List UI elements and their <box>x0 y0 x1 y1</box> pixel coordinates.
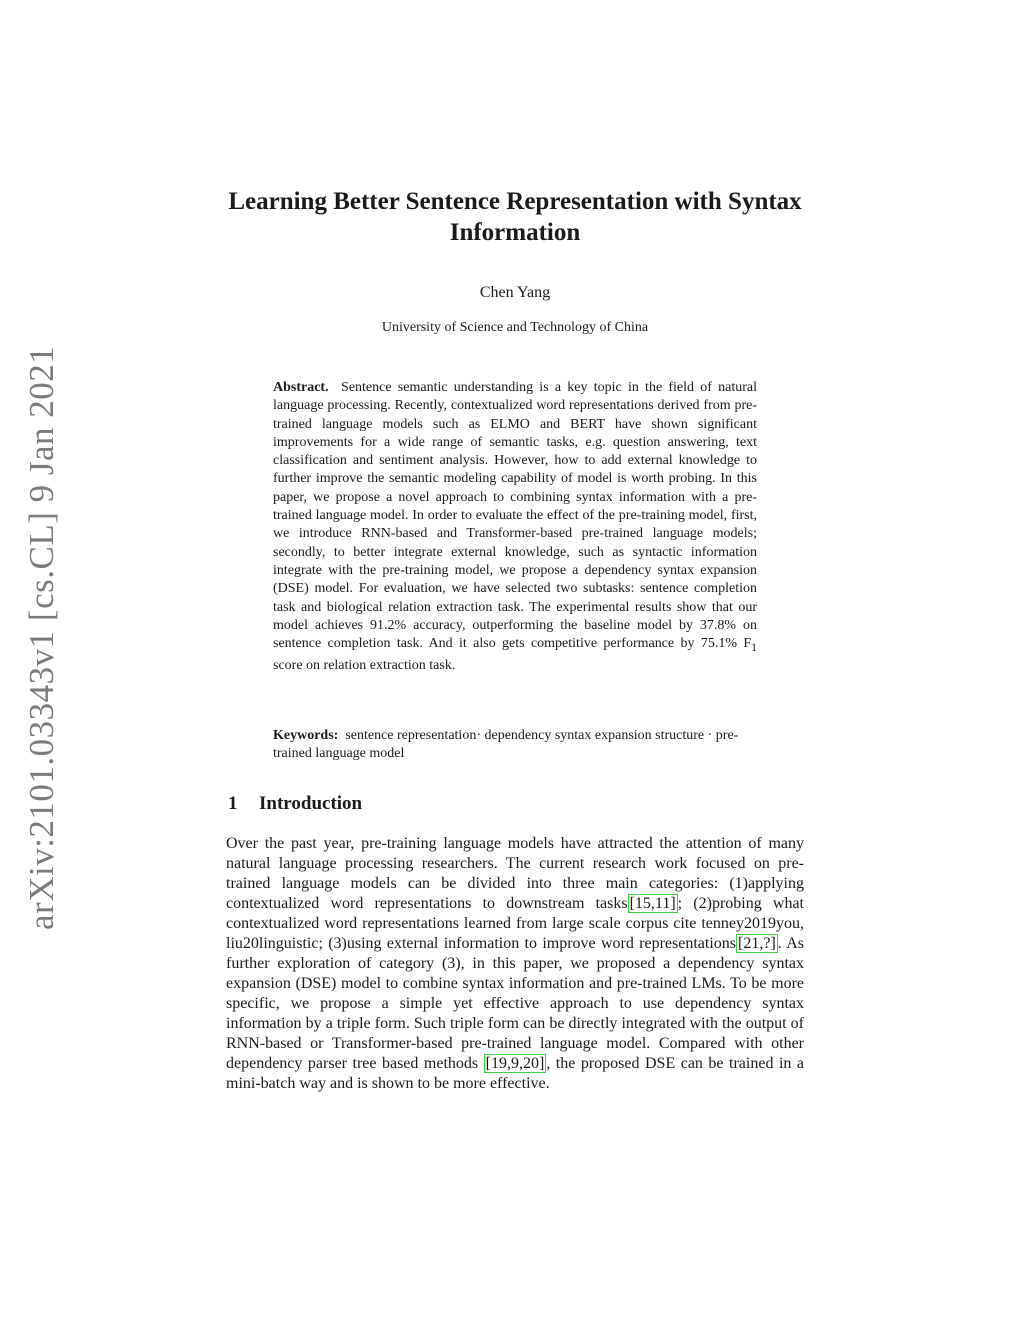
abstract-block <box>273 379 757 676</box>
author-affiliation: University of Science and Technology of China <box>381 320 649 335</box>
citation-link-21[interactable]: [21,?] <box>738 935 776 952</box>
section-number: 1 <box>228 793 238 814</box>
keywords-text: sentence representation· dependency syntax expansion structure · pre-trained language model <box>273 728 739 762</box>
arxiv-watermark <box>22 0 62 1325</box>
arxiv-id-text: arXiv:2101.03343v1 [cs.CL] 9 Jan 2021 <box>22 345 61 930</box>
abstract-tail: score on relation extraction task. <box>273 658 456 674</box>
section-title: Introduction <box>259 793 363 814</box>
citation-link-19-9-20[interactable]: [19,9,20] <box>485 1055 545 1072</box>
intro-text-part3: . As further exploration of category (3), in this paper, we proposed a dependency syntax expansion (DSE) model to combine syntax information and pre-trained LMs. To be more specific, we propose a simple yet effective approach to use dependency syntax information by a triple form. Such triple form can be directly integrated with the output of RNN-based or Transformer-based pre-trained language model. Compared with other dependency parser tree based methods <box>226 935 804 1072</box>
intro-text-part2: ; (2)probing what contextualized word representations learned from large scale corpus cite tenney2019you, liu20linguistic; (3)using external information to improve word representations <box>226 895 804 952</box>
paper-title: Learning Better Sentence Representation with Syntax Information <box>228 188 802 246</box>
section-heading-introduction <box>228 793 362 815</box>
keywords-block <box>273 727 757 764</box>
intro-text-part1: Over the past year, pre-training language models have attracted the attention of many natural language processing researchers. The current research work focused on pre-trained language models can be divided into three main categories: (1)applying contextualized word representations to downstream tasks <box>226 835 804 912</box>
citation-link-15-11[interactable]: [15,11] <box>629 895 676 912</box>
author-name: Chen Yang <box>479 284 551 301</box>
keywords-label: Keywords: <box>273 728 339 743</box>
introduction-paragraph <box>226 834 804 1094</box>
abstract-text: Sentence semantic understanding is a key topic in the field of natural language processing. Recently, contextualized word representations derived from pre-trained language models such as ELMO and BERT have shown significant improvements for a wide range of semantic tasks, e.g. question answering, text classification and sentiment analysis. However, how to add external knowledge to further improve the semantic modeling capability of model is worth probing. In this paper, we propose a novel approach to combining syntax information with a pre-trained language model. In order to evaluate the effect of the pre-training model, first, we introduce RNN-based and Transformer-based pre-trained language models; secondly, to better integrate external knowledge, such as syntactic information integrate with the pre-training model, we propose a dependency syntax expansion (DSE) model. For evaluation, we have selected two subtasks: sentence completion task and biological relation extraction task. The experimental results show that our model achieves 91.2% accuracy, outperforming the baseline model by 37.8% on sentence completion task. And it also gets competitive performance by 75.1% F <box>273 380 757 652</box>
f1-subscript: 1 <box>751 640 757 654</box>
intro-text-part4: , the proposed DSE can be trained in a mini-batch way and is shown to be more effective. <box>226 1055 804 1092</box>
abstract-label: Abstract. <box>273 380 329 395</box>
